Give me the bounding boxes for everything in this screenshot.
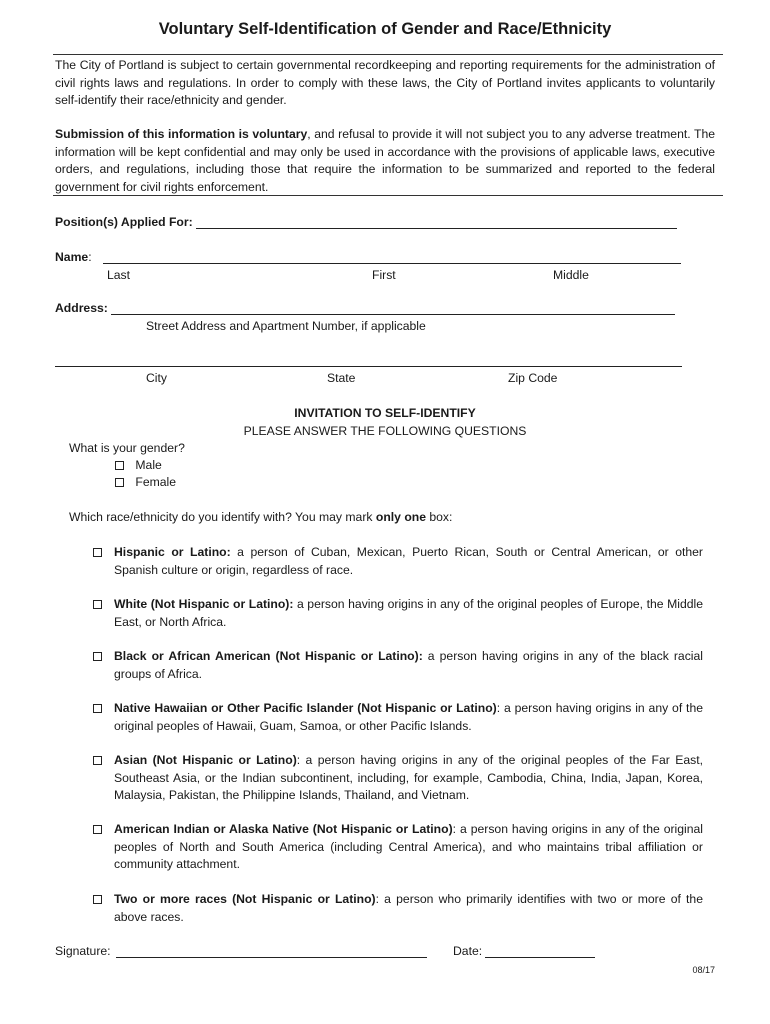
city-caption: City — [146, 371, 167, 385]
checkbox[interactable] — [93, 600, 102, 609]
checkbox[interactable] — [115, 478, 124, 487]
gender-option-female[interactable]: Female — [115, 474, 176, 492]
race-option-black[interactable]: Black or African American (Not Hispanic or Latino): a person having origins in any of the black racial groups of Africa. — [93, 648, 703, 683]
checkbox[interactable] — [93, 825, 102, 834]
header-rule — [53, 54, 723, 55]
signature-label: Signature: — [55, 944, 111, 958]
address-label: Address: — [55, 301, 108, 315]
voluntary-rest: , and refusal to provide it will not subject you to any adverse treatment. The information will be kept confidential and may only be used in accordance with the provisions of applicable laws, executive orders, and regulations, including those that require the information to be summarized and reported to the federal government for civil rights enforcement. — [55, 127, 716, 194]
city-state-zip-field[interactable] — [55, 352, 682, 367]
name-last-caption: Last — [107, 268, 131, 282]
race-question: Which race/ethnicity do you identify with? You may mark only one box: — [69, 510, 453, 524]
date-label: Date: — [453, 944, 483, 958]
invitation-heading: INVITATION TO SELF-IDENTIFY — [294, 406, 476, 420]
gender-question: What is your gender? — [69, 441, 185, 455]
checkbox[interactable] — [115, 461, 124, 470]
form-version: 08/17 — [692, 965, 715, 975]
name-field[interactable] — [103, 249, 681, 264]
name-first-caption: First — [372, 268, 396, 282]
voluntary-paragraph — [55, 126, 715, 196]
gender-option-male[interactable]: Male — [115, 457, 162, 475]
name-label: Name: — [55, 250, 92, 264]
signature-field[interactable] — [116, 943, 427, 958]
race-option-pacific-islander[interactable]: Native Hawaiian or Other Pacific Islander (Not Hispanic or Latino): a person having origins in any of the original peoples of Hawaii, Guam, Samoa, or other Pacific Islands. — [93, 700, 703, 735]
invitation-subheading: PLEASE ANSWER THE FOLLOWING QUESTIONS — [243, 424, 527, 438]
checkbox[interactable] — [93, 548, 102, 557]
position-field[interactable] — [196, 214, 677, 229]
date-field[interactable] — [485, 943, 595, 958]
name-middle-caption: Middle — [553, 268, 589, 282]
form-title: Voluntary Self-Identification of Gender and Race/Ethnicity — [158, 20, 612, 38]
intro-rule — [53, 195, 723, 196]
race-option-asian[interactable]: Asian (Not Hispanic or Latino): a person having origins in any of the original peoples of the Far East, Southeast Asia, or the Indian subcontinent, including, for example, Cambodia, China, India, Japan, Korea, Malaysia, Pakistan, the Philippine Islands, Thailand, and Vietnam. — [93, 752, 703, 805]
race-option-two-or-more[interactable]: Two or more races (Not Hispanic or Latino): a person who primarily identifies with two or more of the above races. — [93, 891, 703, 926]
address-field[interactable] — [111, 300, 675, 315]
checkbox[interactable] — [93, 756, 102, 765]
voluntary-bold: Submission of this information is voluntary — [55, 127, 308, 141]
race-option-hispanic[interactable]: Hispanic or Latino: a person of Cuban, Mexican, Puerto Rican, South or Central American, or other Spanish culture or origin, regardless of race. — [93, 544, 703, 579]
race-option-white[interactable]: White (Not Hispanic or Latino): a person having origins in any of the original peoples of Europe, the Middle East, or North Africa. — [93, 596, 703, 631]
zip-caption: Zip Code — [508, 371, 558, 385]
state-caption: State — [327, 371, 356, 385]
position-label: Position(s) Applied For: — [55, 215, 193, 229]
checkbox[interactable] — [93, 652, 102, 661]
race-option-american-indian[interactable]: American Indian or Alaska Native (Not Hispanic or Latino): a person having origins in any of the original peoples of North and South America (including Central America), and who maintains tribal affiliation or community attachment. — [93, 821, 703, 874]
checkbox[interactable] — [93, 895, 102, 904]
address-caption: Street Address and Apartment Number, if applicable — [146, 319, 426, 333]
checkbox[interactable] — [93, 704, 102, 713]
intro-paragraph: The City of Portland is subject to certain governmental recordkeeping and reporting requirements for the administration of civil rights laws and regulations. In order to comply with these laws, the City of Portland invites applicants to voluntarily self-identify their race/ethnicity and gender. — [55, 58, 715, 107]
